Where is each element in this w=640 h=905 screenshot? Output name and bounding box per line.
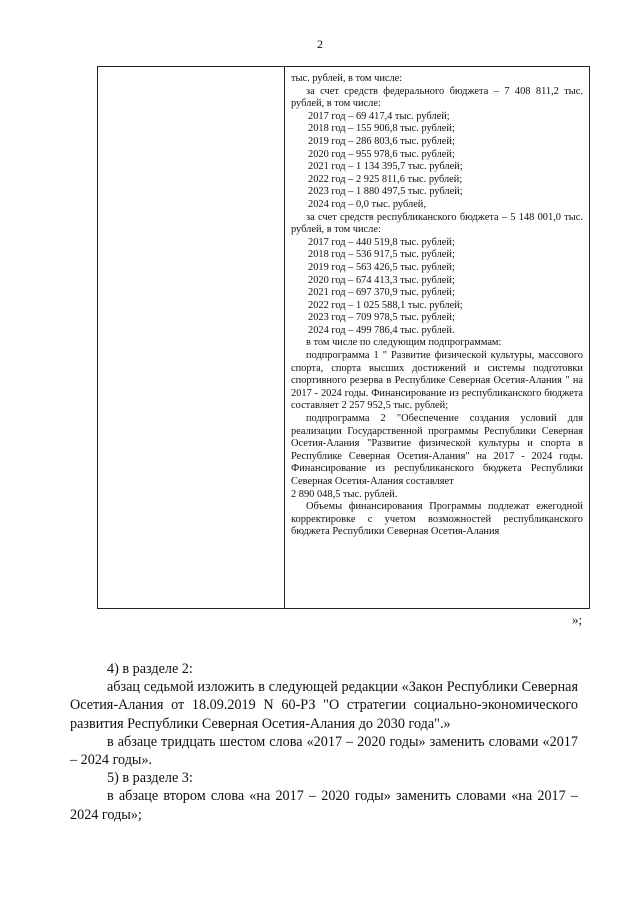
table-line: 2021 год – 697 370,9 тыс. рублей;	[308, 287, 455, 299]
table-line: 2019 год – 286 803,6 тыс. рублей;	[308, 135, 455, 147]
table-line: 2021 год – 1 134 395,7 тыс. рублей;	[308, 161, 463, 173]
program-table	[97, 66, 590, 609]
amendment-paragraph: 4) в разделе 2:	[107, 661, 193, 677]
table-line: 2024 год – 499 786,4 тыс. рублей.	[308, 324, 455, 336]
table-line: за счет средств республиканского бюджета – 5 148 001,0 тыс. рублей, в том числе:	[291, 211, 583, 236]
table-line: 2020 год – 674 413,3 тыс. рублей;	[308, 274, 455, 286]
table-line: тыс. рублей, в том числе:	[291, 73, 403, 84]
amendment-paragraph: абзац седьмой изложить в следующей редакции «Закон Республики Северная Осетия-Алания от 18.09.2019 N 60-РЗ "О стратегии социально-экономического развития Республики Северная Осетия-Алания до 2030 года".»	[70, 679, 578, 732]
table-line: 2 890 048,5 тыс. рублей.	[291, 488, 398, 500]
table-line: 2020 год – 955 978,6 тыс. рублей;	[308, 148, 455, 160]
table-column-divider	[284, 67, 285, 608]
amendment-paragraph: в абзаце втором слова «на 2017 – 2020 годы» заменить словами «на 2017 – 2024 годы»;	[70, 788, 578, 823]
amendment-text	[70, 660, 578, 824]
table-line: 2024 год – 0,0 тыс. рублей,	[308, 198, 426, 210]
table-line: 2018 год – 155 906,8 тыс. рублей;	[308, 123, 455, 135]
table-line: 2018 год – 536 917,5 тыс. рублей;	[308, 249, 455, 261]
table-line: 2023 год – 709 978,5 тыс. рублей;	[308, 312, 455, 324]
closing-quote-mark: »;	[572, 612, 583, 627]
table-line: 2019 год – 563 426,5 тыс. рублей;	[308, 261, 455, 273]
table-line: подпрограмма 1 " Развитие физической культуры, массового спорта, спорта высших достижений и системы подготовки спортивного резерва в Республике Северная Осетия-Алания " на 2017 - 2024 годы. Финансирование из республиканского бюджета составляет 2 257 952,5 тыс. рублей;	[291, 350, 583, 412]
table-line: 2017 год – 69 417,4 тыс. рублей;	[308, 110, 450, 122]
table-line: 2023 год – 1 880 497,5 тыс. рублей;	[308, 186, 463, 198]
amendment-paragraph: 5) в разделе 3:	[107, 770, 193, 787]
table-line: Объемы финансирования Программы подлежат ежегодной корректировке с учетом возможностей республиканского бюджета Республики Северная Осетия-Алания	[291, 501, 583, 538]
table-financing-cell	[291, 73, 583, 539]
amendment-paragraph: в абзаце тридцать шестом слова «2017 – 2020 годы» заменить словами «2017 – 2024 годы».	[70, 733, 578, 769]
table-line: 2022 год – 1 025 588,1 тыс. рублей;	[308, 299, 463, 311]
table-line: 2022 год – 2 925 811,6 тыс. рублей;	[308, 173, 463, 185]
table-line: 2017 год – 440 519,8 тыс. рублей;	[308, 236, 455, 248]
table-line: в том числе по следующим подпрограммам:	[306, 337, 502, 349]
table-line: подпрограмма 2 "Обеспечение создания условий для реализации Государственной программы Республики Северная Осетия-Алания "Развитие физической культуры и спорта в Республике Северная Осетия-Алания" на 2017 - 2024 годы. Финансирование из республиканского бюджета Республики Северная Осетия-Алания составляет	[291, 413, 583, 487]
page-number: 2	[317, 37, 323, 51]
table-line: за счет средств федерального бюджета – 7 408 811,2 тыс. рублей, в том числе:	[291, 85, 583, 110]
